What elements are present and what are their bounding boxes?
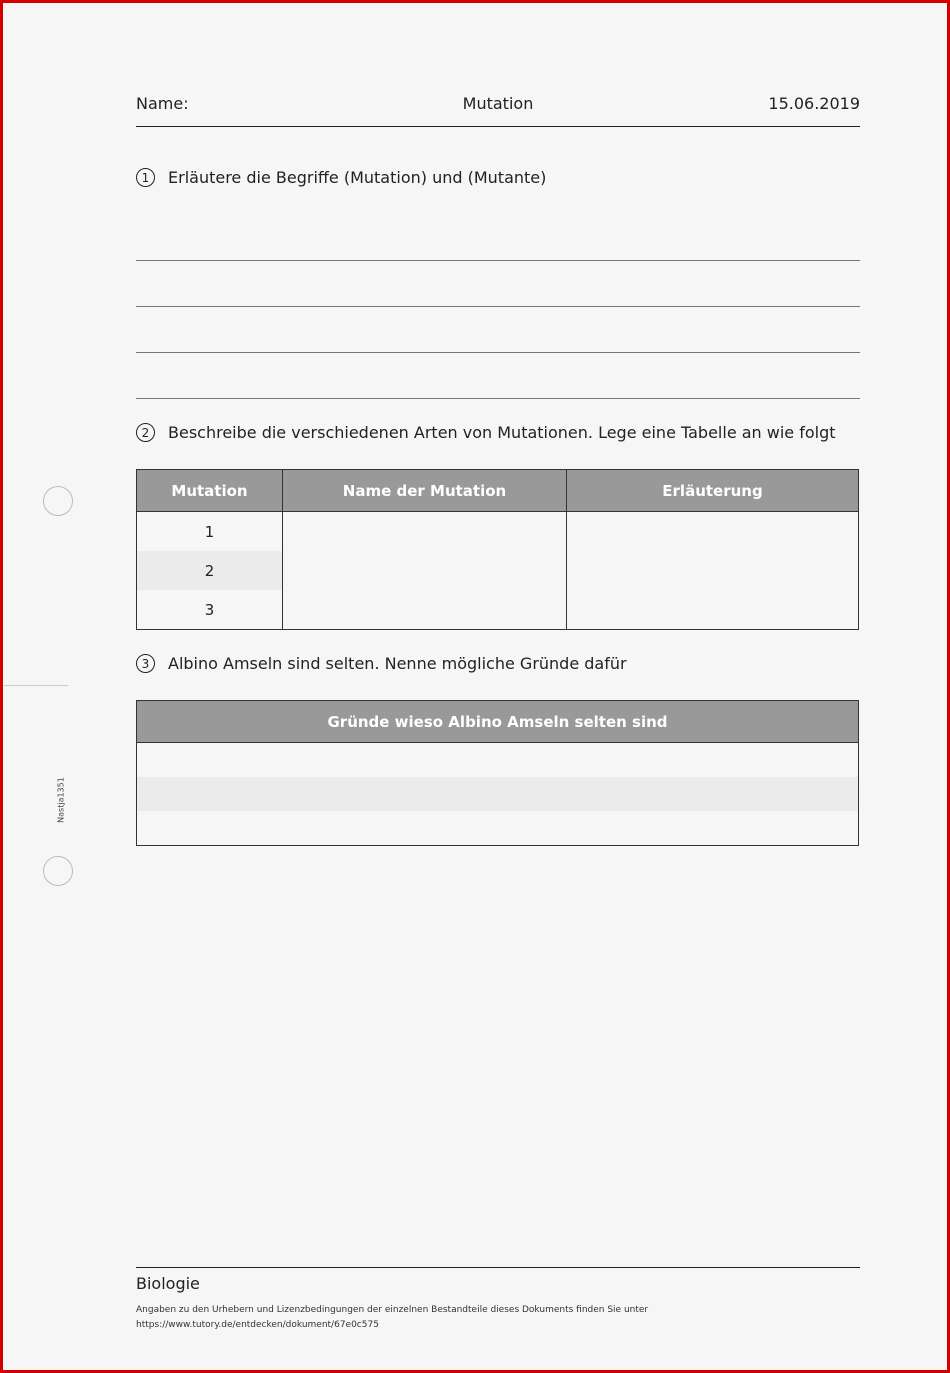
- table-row: [137, 743, 859, 778]
- task-1: [136, 168, 546, 187]
- task-2: [136, 423, 836, 442]
- footer-divider: [136, 1267, 860, 1268]
- answer-line-1[interactable]: [136, 260, 860, 261]
- answer-line-3[interactable]: [136, 352, 860, 353]
- reason-cell[interactable]: [137, 811, 859, 846]
- punch-hole-top: [43, 486, 73, 516]
- table-row: [137, 811, 859, 846]
- task-number-2: 2: [136, 423, 155, 442]
- row-number: 2: [137, 551, 283, 590]
- header-name-der-mutation: Name der Mutation: [283, 470, 567, 512]
- explanation-cell[interactable]: [567, 512, 859, 630]
- answer-line-2[interactable]: [136, 306, 860, 307]
- worksheet-date: 15.06.2019: [768, 94, 860, 113]
- row-number: 1: [137, 512, 283, 552]
- task-number-1: 1: [136, 168, 155, 187]
- author-credit: Nastja1351: [56, 777, 66, 823]
- task-text-3: Albino Amseln sind selten. Nenne mögliche Gründe dafür: [168, 654, 627, 673]
- task-3: [136, 654, 627, 673]
- reasons-table: [136, 700, 859, 846]
- reason-cell[interactable]: [137, 743, 859, 778]
- name-label: Name:: [136, 94, 189, 113]
- credits-url[interactable]: https://www.tutory.de/entdecken/dokument/67e0c575: [136, 1320, 379, 1330]
- fold-mark: [4, 685, 68, 686]
- footer-subject: Biologie: [136, 1274, 200, 1293]
- punch-hole-bottom: [43, 856, 73, 886]
- task-text-2: Beschreibe die verschiedenen Arten von Mutationen. Lege eine Tabelle an wie folgt: [168, 423, 836, 442]
- table-row: [137, 512, 859, 552]
- reason-cell[interactable]: [137, 777, 859, 811]
- header-erlaeuterung: Erläuterung: [567, 470, 859, 512]
- credits-text: Angaben zu den Urhebern und Lizenzbedingungen der einzelnen Bestandteile dieses Dokuments finden Sie unter: [136, 1305, 649, 1315]
- worksheet-header: [136, 92, 860, 127]
- task-number-3: 3: [136, 654, 155, 673]
- reasons-header: Gründe wieso Albino Amseln selten sind: [137, 701, 859, 743]
- row-number: 3: [137, 590, 283, 630]
- mutation-table: [136, 469, 859, 630]
- footer-credits: [136, 1303, 648, 1333]
- answer-line-4[interactable]: [136, 398, 860, 399]
- table-row: [137, 777, 859, 811]
- worksheet-title: Mutation: [462, 94, 534, 113]
- name-cell[interactable]: [283, 512, 567, 630]
- header-mutation: Mutation: [137, 470, 283, 512]
- task-text-1: Erläutere die Begriffe (Mutation) und (Mutante): [168, 168, 547, 187]
